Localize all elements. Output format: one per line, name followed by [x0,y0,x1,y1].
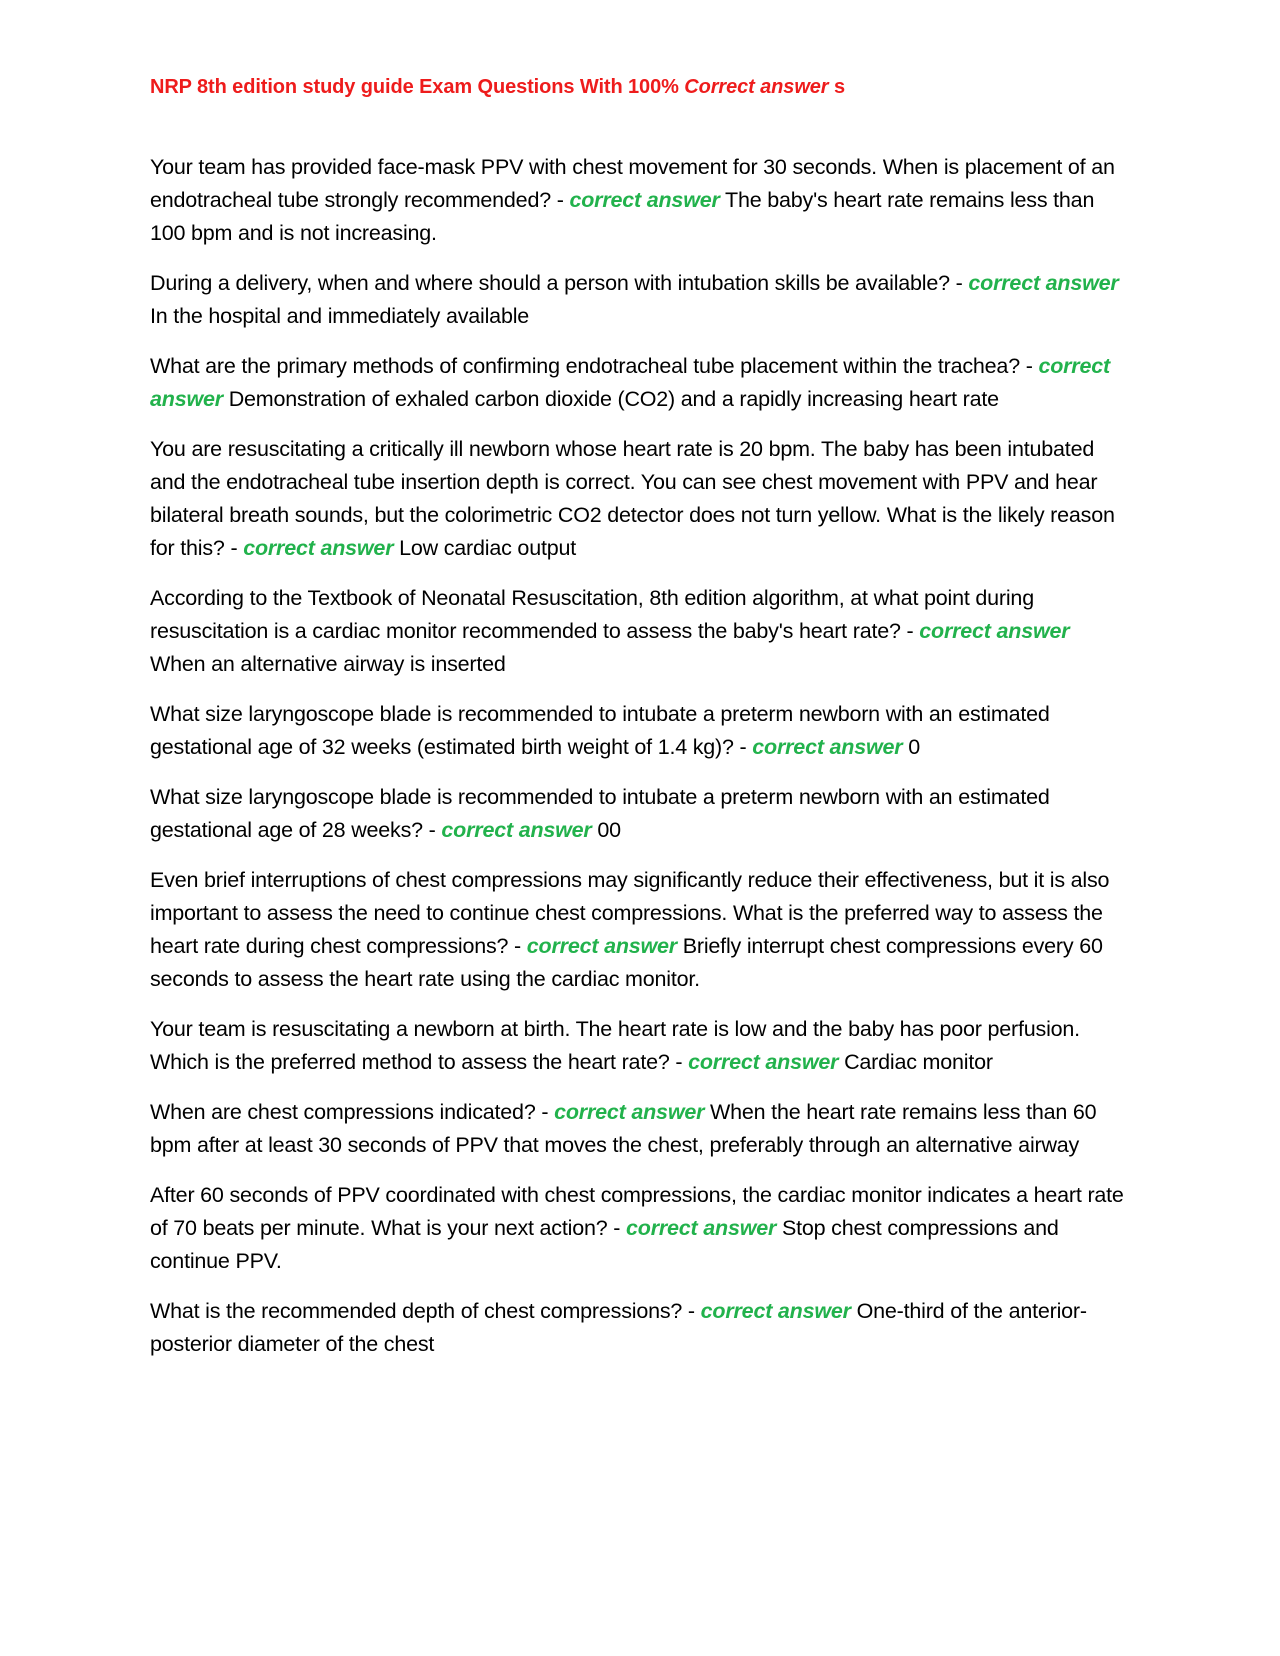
qa-item [150,1013,1130,1079]
answer-label: correct answer [919,619,1070,643]
qa-item [150,1096,1130,1162]
answer-text: When the heart rate remains less than 60 bpm after at least 30 seconds of PPV that moves the chest, preferably through an alternative airway [150,1100,1097,1157]
answer-text: Briefly interrupt chest compressions every 60 seconds to assess the heart rate using the cardiac monitor. [150,934,1103,991]
title-suffix: s [828,76,845,98]
answer-label: correct answer [752,735,903,759]
qa-item [150,267,1130,333]
question-text: What is the recommended depth of chest compressions? - [150,1299,701,1323]
question-text: According to the Textbook of Neonatal Resuscitation, 8th edition algorithm, at what point during resuscitation is a cardiac monitor recommended to assess the baby's heart rate? - [150,586,1034,643]
question-text: What size laryngoscope blade is recommended to intubate a preterm newborn with an estimated gestational age of 28 weeks? - [150,785,1050,842]
qa-item [150,781,1130,847]
question-text: After 60 seconds of PPV coordinated with chest compressions, the cardiac monitor indicates a heart rate of 70 beats per minute. What is your next action? - [150,1183,1124,1240]
answer-text: 0 [908,735,920,759]
answer-text: In the hospital and immediately available [150,304,530,328]
answer-text: Stop chest compressions and continue PPV. [150,1216,1059,1273]
question-text: When are chest compressions indicated? - [150,1100,555,1124]
question-text: Even brief interruptions of chest compressions may significantly reduce their effectiveness, but it is also important to assess the need to continue chest compressions. What is the preferred way to assess the heart rate during chest compressions? - [150,868,1110,958]
qa-list [150,151,1130,1378]
answer-label: correct answer [526,934,677,958]
question-text: What are the primary methods of confirming endotracheal tube placement within the trachea? - [150,354,1039,378]
answer-label: correct answer [243,536,394,560]
answer-text: One-third of the anterior-posterior diameter of the chest [150,1299,1087,1356]
answer-text: Cardiac monitor [844,1050,993,1074]
answer-label: correct answer [626,1216,777,1240]
qa-item [150,1295,1130,1361]
answer-text: Demonstration of exhaled carbon dioxide (CO2) and a rapidly increasing heart rate [228,387,999,411]
qa-item [150,433,1130,565]
question-text: During a delivery, when and where should a person with intubation skills be available? - [150,271,969,295]
question-text: Your team is resuscitating a newborn at birth. The heart rate is low and the baby has poor perfusion. Which is the preferred method to assess the heart rate? - [150,1017,1080,1074]
question-text: What size laryngoscope blade is recommended to intubate a preterm newborn with an estimated gestational age of 32 weeks (estimated birth weight of 1.4 kg)? - [150,702,1050,759]
answer-text: 00 [597,818,621,842]
title-italic: Correct answer [684,76,829,98]
answer-label: correct answer [569,188,720,212]
qa-item [150,350,1130,416]
document-title [150,76,845,99]
qa-item [150,151,1130,250]
qa-item [150,582,1130,681]
qa-item [150,1179,1130,1278]
answer-label: correct answer [150,354,1110,411]
answer-label: correct answer [441,818,592,842]
answer-label: correct answer [688,1050,839,1074]
title-main: NRP 8th edition study guide Exam Questions With 100% [150,76,679,98]
answer-label: correct answer [554,1100,705,1124]
question-text: Your team has provided face-mask PPV with chest movement for 30 seconds. When is placement of an endotracheal tube strongly recommended? - [150,155,1115,212]
answer-label: correct answer [968,271,1119,295]
qa-item [150,698,1130,764]
answer-text: The baby's heart rate remains less than 100 bpm and is not increasing. [150,188,1095,245]
question-text: You are resuscitating a critically ill newborn whose heart rate is 20 bpm. The baby has been intubated and the endotracheal tube insertion depth is correct. You can see chest movement with PPV and hear bilateral breath sounds, but the colorimetric CO2 detector does not turn yellow. What is the likely reason for this? - [150,437,1115,560]
answer-text: When an alternative airway is inserted [150,652,506,676]
qa-item [150,864,1130,996]
answer-label: correct answer [700,1299,851,1323]
answer-text: Low cardiac output [399,536,577,560]
